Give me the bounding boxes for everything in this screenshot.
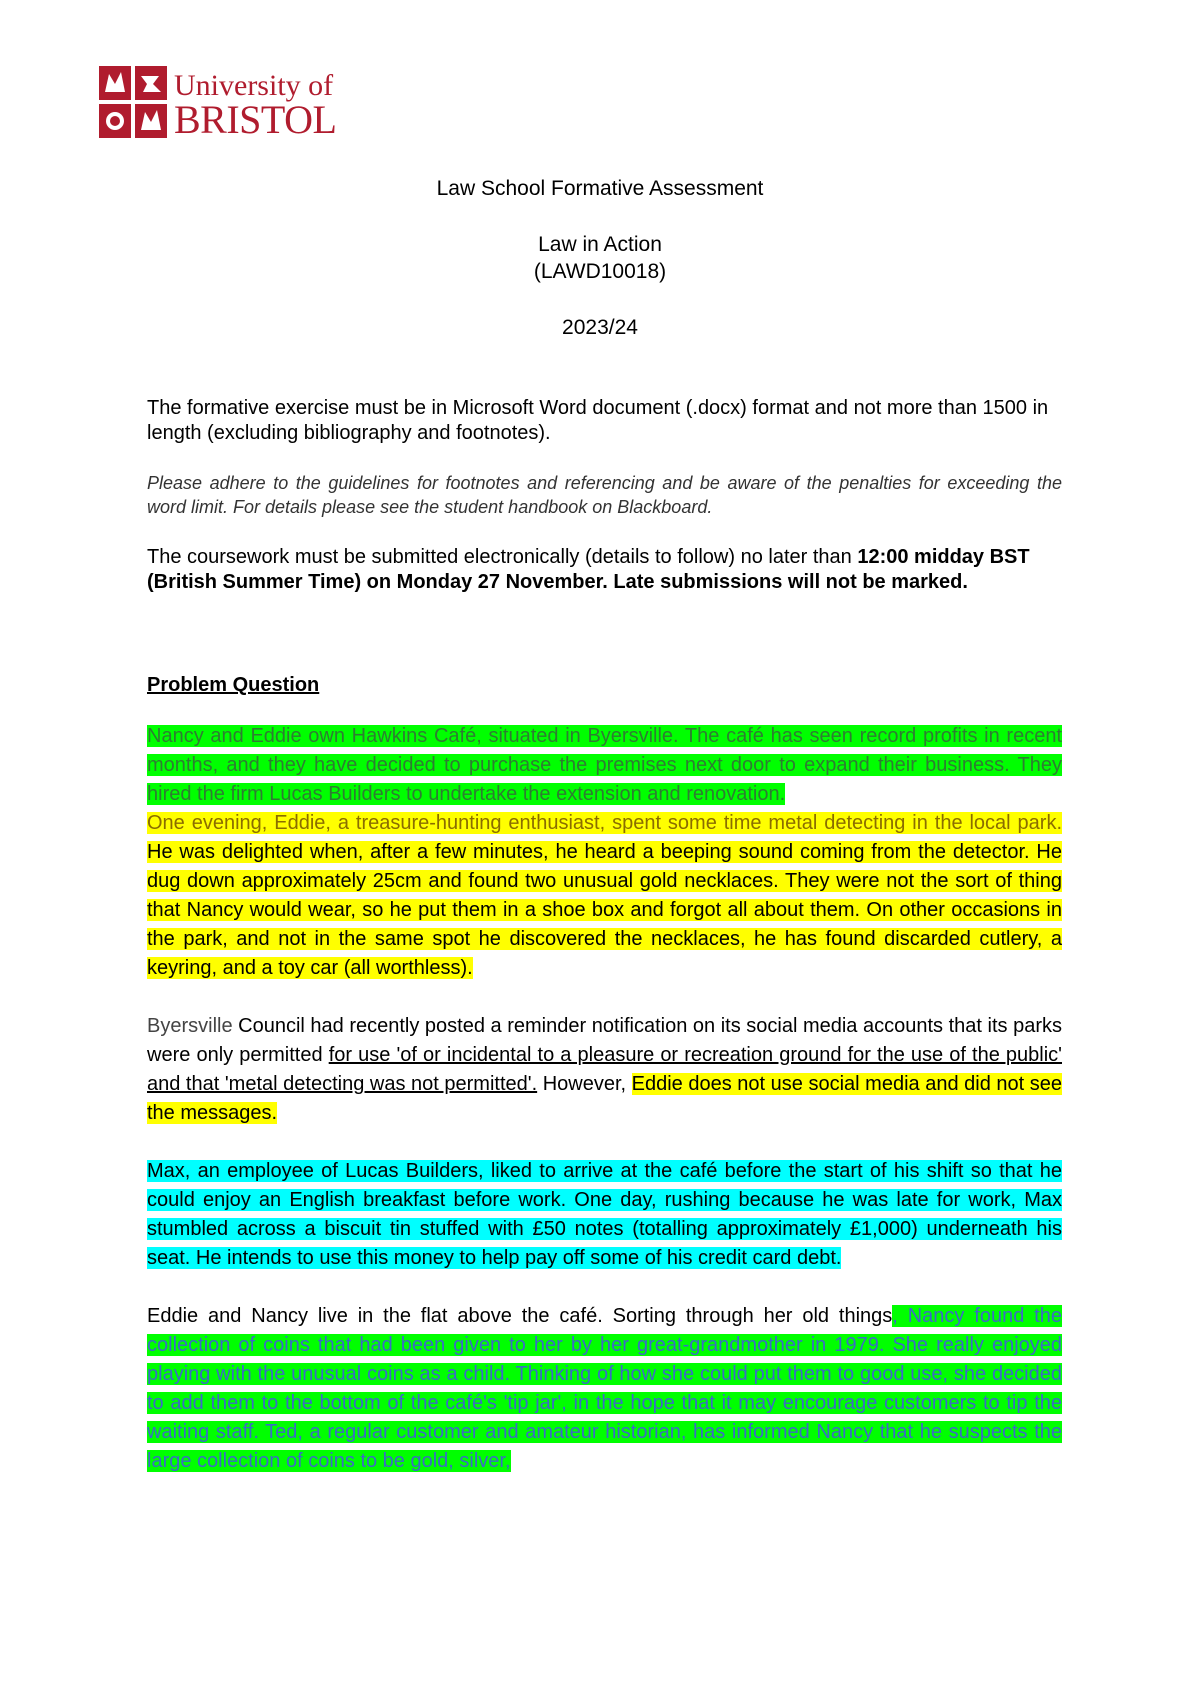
council-text: Council had recently posted a reminder notification on its social media accounts that its parks were only permitted (147, 1015, 1062, 1066)
submission-paragraph (147, 545, 1062, 595)
cafe-text: Nancy and Eddie own Hawkins Café, situated in Byersville. The café has seen record profits in recent months, and they have decided to purchase the premises next door to expand their business. They hired the firm Lucas Builders to undertake the extension and renovation. (147, 725, 1062, 805)
academic-year: 2023/24 (562, 316, 638, 339)
paragraph-coins (147, 1302, 1062, 1476)
max-text: Max, an employee of Lucas Builders, liked to arrive at the café before the start of his shift so that he could enjoy an English breakfast before work. One day, rushing because he was late for work, Max stumbled across a biscuit tin stuffed with £50 notes (totalling approximately £1,000) underneath his seat. He intends to use this money to help pay off some of his credit card debt. (147, 1160, 1062, 1269)
submission-block (147, 545, 1062, 595)
assessment-title: Law School Formative Assessment (436, 177, 764, 200)
university-logo (99, 66, 349, 140)
council-name: Byersville (147, 1015, 233, 1037)
guidelines-paragraph: Please adhere to the guidelines for footnotes and referencing and be aware of the penalties for exceeding the word limit. For details please see the student handbook on Blackboard. (147, 473, 1062, 517)
paragraph-metal-detecting (147, 809, 1062, 983)
format-paragraph: The formative exercise must be in Microsoft Word document (.docx) format and not more than 1500 in length (excluding bibliography and footnotes). (147, 397, 1049, 444)
problem-heading: Problem Question (147, 674, 320, 696)
council-however: However, (537, 1073, 632, 1095)
problem-heading-block (147, 673, 1062, 698)
council-quote: for use 'of or incidental to a pleasure or recreation ground for the use of the public' and that 'metal detecting was not permitted'. (147, 1044, 1062, 1095)
university-crest-icon (99, 66, 169, 138)
eddie-social-media: Eddie does not use social media and did not see the messages. (147, 1073, 1063, 1124)
submission-text: The coursework must be submitted electronically (details to follow) no later than (147, 546, 858, 568)
guidelines-block (147, 471, 1062, 519)
paragraph-cafe (147, 722, 1062, 809)
format-instructions (147, 396, 1062, 446)
coins-intro: Eddie and Nancy live in the flat above the café. Sorting through her old things (147, 1305, 893, 1327)
paragraph-max (147, 1157, 1062, 1273)
problem-body (147, 722, 1062, 1476)
course-name: Law in Action (538, 233, 662, 256)
submission-deadline: 12:00 midday BST (British Summer Time) on Monday 27 November. Late submissions will not be marked. (147, 546, 1030, 593)
metal-detecting-text: He was delighted when, after a few minutes, he heard a beeping sound coming from the detector. He dug down approximately 25cm and found two unusual gold necklaces. They were not the sort of thing that Nancy would wear, so he put them in a shoe box and forgot all about them. On other occasions in the park, and not in the same spot he discovered the necklaces, he has found discarded cutlery, a keyring, and a toy car (all worthless). (147, 841, 1062, 979)
coins-text: , Nancy found the collection of coins that had been given to her by her great-grandmother in 1979. She really enjoyed playing with the unusual coins as a child. Thinking of how she could put them to good use, she decided to add them to the bottom of the café's 'tip jar', in the hope that it may encourage customers to tip the waiting staff. Ted, a regular customer and amateur historian, has informed Nancy that he suspects the large collection of coins to be gold, silver, (147, 1305, 1062, 1472)
metal-detecting-intro: One evening, Eddie, a treasure-hunting enthusiast, spent some time metal detecting in the local park. (147, 812, 1062, 834)
logo-text-university-of: University of (174, 69, 334, 102)
course-code: (LAWD10018) (533, 260, 667, 283)
paragraph-council (147, 1012, 1062, 1128)
logo-text-bristol: BRISTOL (174, 97, 337, 142)
